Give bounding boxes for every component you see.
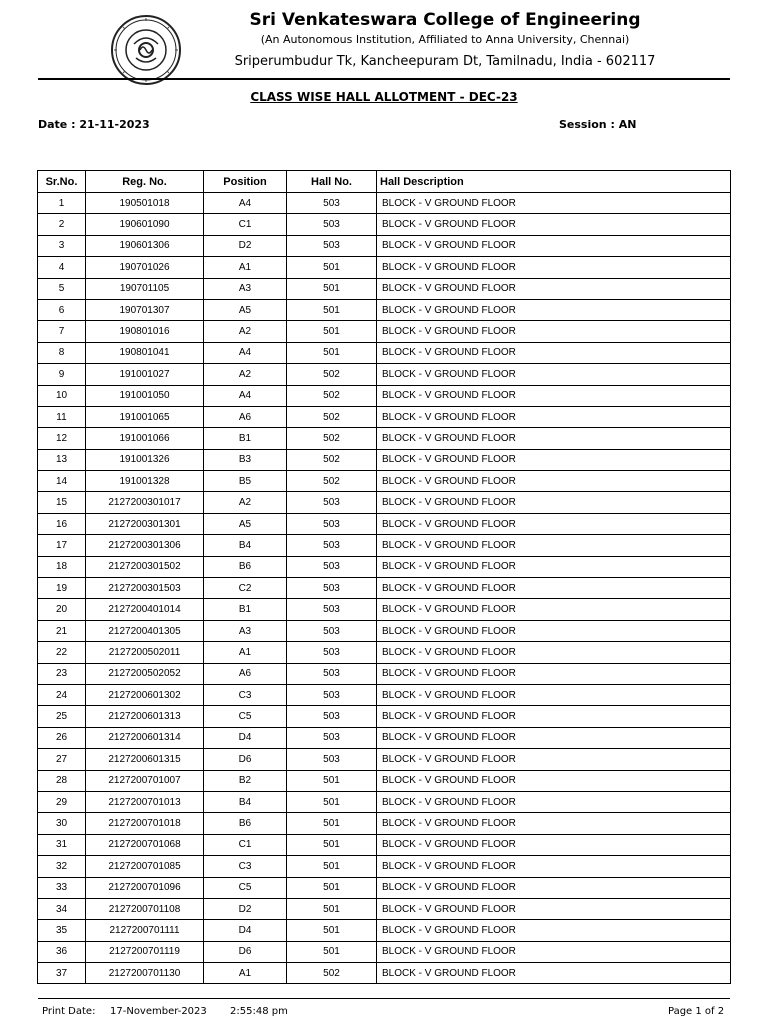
cell-hall-no: 503 [287,193,377,214]
header-reg-no: Reg. No. [86,171,204,193]
cell-position: C5 [204,706,287,727]
cell-position: A4 [204,385,287,406]
cell-sr-no: 10 [38,385,86,406]
cell-position: A5 [204,513,287,534]
cell-hall-description: BLOCK - V GROUND FLOOR [377,663,731,684]
cell-position: B3 [204,449,287,470]
cell-hall-no: 503 [287,620,377,641]
cell-reg-no: 2127200502011 [86,642,204,663]
cell-sr-no: 35 [38,920,86,941]
cell-position: D6 [204,941,287,962]
table-row [38,235,731,256]
cell-reg-no: 2127200601315 [86,749,204,770]
cell-position: D6 [204,749,287,770]
cell-reg-no: 2127200401305 [86,620,204,641]
table-row [38,278,731,299]
table-row [38,257,731,278]
cell-hall-description: BLOCK - V GROUND FLOOR [377,791,731,812]
cell-hall-description: BLOCK - V GROUND FLOOR [377,535,731,556]
table-row [38,791,731,812]
cell-position: B4 [204,791,287,812]
cell-reg-no: 2127200502052 [86,663,204,684]
cell-hall-no: 503 [287,492,377,513]
cell-hall-description: BLOCK - V GROUND FLOOR [377,364,731,385]
cell-position: B6 [204,556,287,577]
cell-sr-no: 13 [38,449,86,470]
table-row [38,663,731,684]
cell-sr-no: 29 [38,791,86,812]
college-seal-icon [110,14,182,86]
cell-sr-no: 37 [38,963,86,984]
cell-sr-no: 32 [38,856,86,877]
cell-hall-description: BLOCK - V GROUND FLOOR [377,620,731,641]
cell-hall-description: BLOCK - V GROUND FLOOR [377,706,731,727]
cell-sr-no: 7 [38,321,86,342]
table-row [38,492,731,513]
cell-position: A1 [204,642,287,663]
cell-hall-no: 503 [287,599,377,620]
header-hall-description: Hall Description [377,171,731,193]
cell-sr-no: 36 [38,941,86,962]
page-number: Page 1 of 2 [668,1006,725,1017]
cell-reg-no: 191001027 [86,364,204,385]
cell-reg-no: 191001065 [86,406,204,427]
cell-sr-no: 2 [38,214,86,235]
cell-hall-description: BLOCK - V GROUND FLOOR [377,898,731,919]
table-row [38,535,731,556]
table-row [38,941,731,962]
table-row [38,556,731,577]
cell-hall-no: 502 [287,385,377,406]
cell-hall-description: BLOCK - V GROUND FLOOR [377,813,731,834]
exam-session: Session : AN [559,118,637,131]
cell-hall-no: 503 [287,535,377,556]
cell-position: C1 [204,214,287,235]
cell-sr-no: 31 [38,834,86,855]
college-subtitle: (An Autonomous Institution, Affiliated to Anna University, Chennai) [260,33,630,46]
table-row [38,449,731,470]
cell-sr-no: 12 [38,428,86,449]
cell-reg-no: 2127200701068 [86,834,204,855]
cell-hall-no: 501 [287,257,377,278]
cell-position: A6 [204,663,287,684]
cell-hall-description: BLOCK - V GROUND FLOOR [377,770,731,791]
print-date-label: Print Date: [42,1006,96,1017]
cell-hall-description: BLOCK - V GROUND FLOOR [377,257,731,278]
cell-hall-description: BLOCK - V GROUND FLOOR [377,321,731,342]
cell-hall-no: 501 [287,791,377,812]
cell-hall-no: 503 [287,642,377,663]
cell-reg-no: 2127200601302 [86,684,204,705]
cell-reg-no: 2127200601313 [86,706,204,727]
cell-reg-no: 2127200601314 [86,727,204,748]
cell-hall-no: 501 [287,856,377,877]
cell-hall-no: 501 [287,898,377,919]
cell-sr-no: 22 [38,642,86,663]
cell-hall-no: 501 [287,813,377,834]
cell-position: C1 [204,834,287,855]
cell-reg-no: 190601306 [86,235,204,256]
cell-hall-description: BLOCK - V GROUND FLOOR [377,193,731,214]
table-row [38,642,731,663]
footer-divider [38,998,730,999]
cell-position: D2 [204,898,287,919]
cell-hall-description: BLOCK - V GROUND FLOOR [377,578,731,599]
cell-hall-description: BLOCK - V GROUND FLOOR [377,235,731,256]
table-row [38,513,731,534]
cell-hall-description: BLOCK - V GROUND FLOOR [377,299,731,320]
cell-sr-no: 6 [38,299,86,320]
cell-hall-no: 503 [287,235,377,256]
cell-hall-description: BLOCK - V GROUND FLOOR [377,385,731,406]
cell-sr-no: 21 [38,620,86,641]
cell-reg-no: 2127200701108 [86,898,204,919]
cell-sr-no: 16 [38,513,86,534]
cell-reg-no: 190501018 [86,193,204,214]
cell-reg-no: 190701026 [86,257,204,278]
cell-reg-no: 191001066 [86,428,204,449]
cell-hall-description: BLOCK - V GROUND FLOOR [377,471,731,492]
cell-hall-description: BLOCK - V GROUND FLOOR [377,278,731,299]
cell-sr-no: 20 [38,599,86,620]
table-row [38,471,731,492]
cell-hall-no: 503 [287,513,377,534]
cell-reg-no: 2127200701096 [86,877,204,898]
cell-hall-no: 503 [287,684,377,705]
table-row [38,214,731,235]
table-row [38,963,731,984]
cell-hall-no: 501 [287,770,377,791]
report-title: CLASS WISE HALL ALLOTMENT - DEC-23 [250,90,518,104]
table-row [38,364,731,385]
cell-hall-no: 502 [287,428,377,449]
table-row [38,706,731,727]
cell-sr-no: 19 [38,578,86,599]
cell-reg-no: 191001326 [86,449,204,470]
cell-hall-no: 503 [287,706,377,727]
cell-hall-no: 502 [287,406,377,427]
cell-reg-no: 190701105 [86,278,204,299]
cell-hall-description: BLOCK - V GROUND FLOOR [377,920,731,941]
cell-position: B1 [204,428,287,449]
cell-position: B1 [204,599,287,620]
cell-sr-no: 15 [38,492,86,513]
table-row [38,578,731,599]
cell-hall-description: BLOCK - V GROUND FLOOR [377,727,731,748]
cell-sr-no: 26 [38,727,86,748]
cell-hall-no: 501 [287,877,377,898]
cell-hall-no: 503 [287,578,377,599]
cell-sr-no: 34 [38,898,86,919]
table-row [38,684,731,705]
cell-sr-no: 18 [38,556,86,577]
cell-sr-no: 8 [38,342,86,363]
cell-hall-no: 501 [287,278,377,299]
cell-sr-no: 24 [38,684,86,705]
cell-reg-no: 2127200701018 [86,813,204,834]
cell-hall-description: BLOCK - V GROUND FLOOR [377,492,731,513]
cell-position: A6 [204,406,287,427]
cell-position: A3 [204,620,287,641]
exam-date: Date : 21-11-2023 [38,118,150,131]
college-name: Sri Venkateswara College of Engineering [249,10,641,30]
cell-sr-no: 17 [38,535,86,556]
print-time: 2:55:48 pm [230,1006,288,1017]
cell-reg-no: 190701307 [86,299,204,320]
cell-position: A4 [204,193,287,214]
cell-position: D4 [204,727,287,748]
cell-hall-description: BLOCK - V GROUND FLOOR [377,856,731,877]
cell-sr-no: 27 [38,749,86,770]
cell-hall-description: BLOCK - V GROUND FLOOR [377,684,731,705]
cell-sr-no: 9 [38,364,86,385]
table-row [38,834,731,855]
cell-reg-no: 2127200701013 [86,791,204,812]
cell-reg-no: 190801016 [86,321,204,342]
cell-position: D2 [204,235,287,256]
cell-reg-no: 2127200301502 [86,556,204,577]
cell-reg-no: 191001328 [86,471,204,492]
header-divider [38,78,730,80]
header-position: Position [204,171,287,193]
cell-hall-description: BLOCK - V GROUND FLOOR [377,406,731,427]
cell-position: A2 [204,492,287,513]
cell-reg-no: 2127200701007 [86,770,204,791]
cell-hall-no: 502 [287,449,377,470]
cell-position: A5 [204,299,287,320]
table-row [38,727,731,748]
cell-hall-no: 501 [287,834,377,855]
table-row [38,898,731,919]
cell-hall-no: 501 [287,342,377,363]
header-hall-no: Hall No. [287,171,377,193]
cell-sr-no: 11 [38,406,86,427]
cell-reg-no: 2127200701111 [86,920,204,941]
hall-allotment-table [37,170,731,984]
cell-sr-no: 28 [38,770,86,791]
cell-hall-description: BLOCK - V GROUND FLOOR [377,834,731,855]
cell-position: B4 [204,535,287,556]
table-row [38,813,731,834]
header-sr-no: Sr.No. [38,171,86,193]
cell-hall-no: 502 [287,963,377,984]
cell-sr-no: 1 [38,193,86,214]
cell-reg-no: 190601090 [86,214,204,235]
cell-position: A2 [204,321,287,342]
cell-hall-no: 503 [287,663,377,684]
cell-position: C5 [204,877,287,898]
cell-reg-no: 2127200701119 [86,941,204,962]
cell-reg-no: 2127200701085 [86,856,204,877]
print-date: 17-November-2023 [110,1006,207,1017]
table-row [38,599,731,620]
cell-position: C3 [204,856,287,877]
cell-position: A3 [204,278,287,299]
cell-position: C2 [204,578,287,599]
cell-position: A1 [204,257,287,278]
cell-hall-description: BLOCK - V GROUND FLOOR [377,342,731,363]
cell-hall-no: 501 [287,321,377,342]
cell-hall-no: 501 [287,920,377,941]
college-address: Sriperumbudur Tk, Kancheepuram Dt, Tamilnadu, India - 602117 [234,54,656,69]
table-row [38,385,731,406]
cell-sr-no: 23 [38,663,86,684]
cell-reg-no: 2127200301503 [86,578,204,599]
table-row [38,920,731,941]
cell-hall-description: BLOCK - V GROUND FLOOR [377,513,731,534]
cell-hall-description: BLOCK - V GROUND FLOOR [377,556,731,577]
cell-hall-no: 501 [287,941,377,962]
cell-hall-no: 502 [287,364,377,385]
cell-position: B5 [204,471,287,492]
cell-reg-no: 191001050 [86,385,204,406]
cell-hall-description: BLOCK - V GROUND FLOOR [377,214,731,235]
cell-hall-no: 503 [287,214,377,235]
cell-position: D4 [204,920,287,941]
cell-position: C3 [204,684,287,705]
table-row [38,342,731,363]
cell-sr-no: 4 [38,257,86,278]
cell-hall-no: 503 [287,727,377,748]
cell-hall-no: 501 [287,299,377,320]
table-header-row [38,171,731,193]
cell-sr-no: 5 [38,278,86,299]
cell-sr-no: 33 [38,877,86,898]
cell-hall-description: BLOCK - V GROUND FLOOR [377,941,731,962]
cell-hall-no: 503 [287,749,377,770]
cell-sr-no: 25 [38,706,86,727]
cell-hall-no: 502 [287,471,377,492]
cell-hall-description: BLOCK - V GROUND FLOOR [377,599,731,620]
table-row [38,620,731,641]
cell-reg-no: 190801041 [86,342,204,363]
cell-hall-description: BLOCK - V GROUND FLOOR [377,963,731,984]
cell-reg-no: 2127200401014 [86,599,204,620]
table-row [38,856,731,877]
table-row [38,770,731,791]
cell-sr-no: 30 [38,813,86,834]
table-row [38,749,731,770]
table-row [38,428,731,449]
cell-reg-no: 2127200301306 [86,535,204,556]
table-row [38,877,731,898]
cell-hall-description: BLOCK - V GROUND FLOOR [377,449,731,470]
cell-position: A4 [204,342,287,363]
table-row [38,321,731,342]
table-row [38,193,731,214]
table-body [38,193,731,984]
cell-reg-no: 2127200301017 [86,492,204,513]
cell-hall-description: BLOCK - V GROUND FLOOR [377,428,731,449]
cell-sr-no: 3 [38,235,86,256]
table-row [38,299,731,320]
cell-hall-description: BLOCK - V GROUND FLOOR [377,749,731,770]
cell-sr-no: 14 [38,471,86,492]
cell-hall-no: 503 [287,556,377,577]
cell-position: B2 [204,770,287,791]
cell-position: B6 [204,813,287,834]
cell-reg-no: 2127200701130 [86,963,204,984]
cell-position: A1 [204,963,287,984]
cell-position: A2 [204,364,287,385]
cell-reg-no: 2127200301301 [86,513,204,534]
cell-hall-description: BLOCK - V GROUND FLOOR [377,642,731,663]
table-row [38,406,731,427]
cell-hall-description: BLOCK - V GROUND FLOOR [377,877,731,898]
